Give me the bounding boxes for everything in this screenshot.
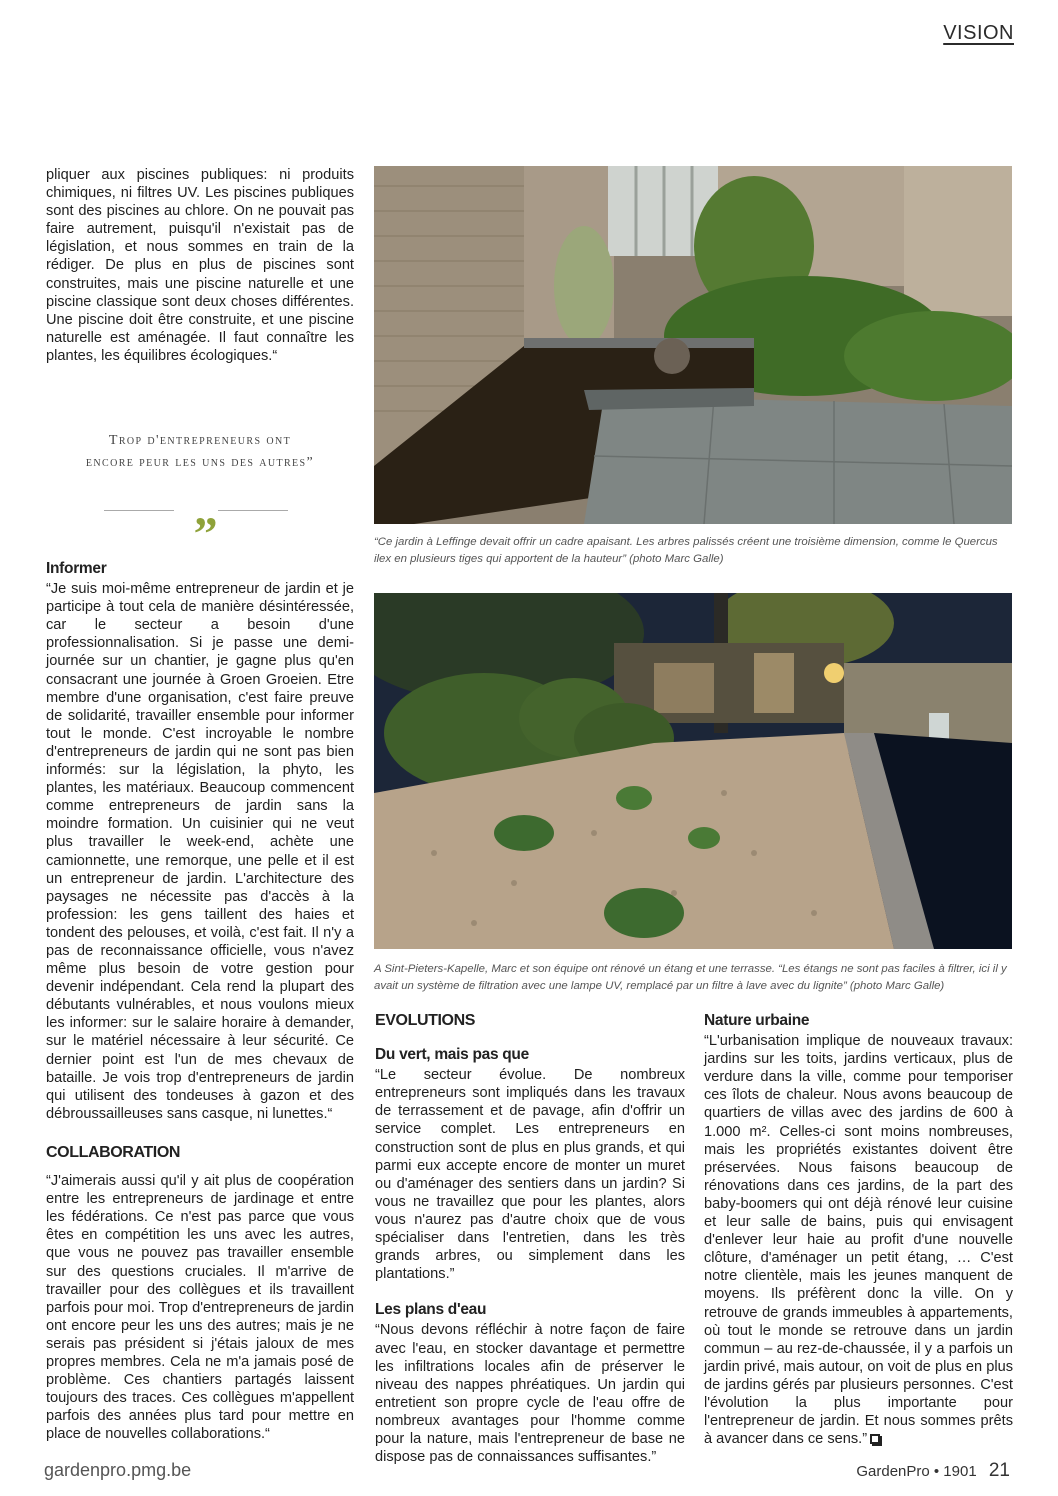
du-vert-text: “Le secteur évolue. De nombreux entrepreneurs sont impliqués dans les travaux de terrassement et de pavage, afin d'offrir un service complet. Les entrepreneurs en construction sont de plus en plus grands, et qui parmi eux accepte encore de monter un muret ou d'aménager des sentiers dans un jardin? Si vous ne travaillez que pour les plantes, alors vous n'aurez pas d'autre choix que de vous spécialiser dans l'entretien, dans les très grands arbres, ou simplement dans les plantations.”	[375, 1067, 685, 1283]
photo-sint-pieters-kapelle	[374, 593, 1012, 949]
photo-garden-leffinge	[374, 166, 1012, 524]
intro-text: pliquer aux piscines publiques: ni produits chimiques, ni filtres UV. Les piscines publiques sont des piscines au chlore. On ne pouvait pas faire autrement, puisqu'il n'existait pas de législation, et nous sommes en train de la rédiger. De plus en plus de piscines sont construites, mais une piscine naturelle et une piscine classique sont deux choses différentes. Une piscine doit être construite, et une piscine naturelle est aménagée. Il faut connaître les plantes, les équilibres écologiques.“	[46, 167, 354, 364]
end-of-article-icon	[870, 1434, 880, 1444]
divider-line-left	[104, 510, 174, 511]
magazine-issue: GardenPro • 1901	[856, 1463, 977, 1480]
collaboration-section	[46, 1144, 354, 1444]
nature-urbaine-text: “L'urbanisation implique de nouveaux travaux: jardins sur les toits, jardins verticaux, plus de verdure dans la ville, comme pour temporiser ces îlots de chaleur. Nous avons beaucoup de quartiers de villas avec des jardins de 600 à 1.000 m². Celles-ci sont moins nombreuses, mais les propriétés existantes doivent être préservées. Nous faisons beaucoup de rénovations dans ces jardins, de la part des baby-boomers qui ont déjà rénové leur cuisine et leur salle de bains, puis qui envisagent d'enlever leur haie au profit d'une nouvelle clôture, d'aménager un petit étang, … C'est notre clientèle, mais les jeunes manquent de moyens. Ils préfèrent donc la ville. On y retrouve de grands immeubles à appartements, où tout le monde se retrouve dans un jardin commun – au rez-de-chaussée, il y a parfois un jardin privé, mais autour, on voit de plus en plus de jardins gérés par plusieurs personnes. C'est l'évolution la plus importante pour l'entrepreneur de jardin. Et nous sommes prêts à avancer dans ce sens.”	[704, 1033, 1013, 1448]
quote-divider	[104, 483, 308, 536]
evolutions-heading: EVOLUTIONS	[375, 1012, 476, 1029]
footer-url[interactable]: gardenpro.pmg.be	[44, 1460, 192, 1480]
garden-pond-illustration	[374, 166, 1012, 524]
collaboration-text: “J'aimerais aussi qu'il y ait plus de coopération entre les entrepreneurs de jardinage et entre les fédérations. Ce n'est pas parce que vous êtes en compétition les uns avec les autres, que vous ne pouvez pas travailler ensemble sur des questions cruciales. Il m'arrive de travailler pour des collègues et ils travaillent parfois pour moi. Trop d'entrepreneurs de jardin ont encore peur les uns des autres; mais je ne serais pas président si j'étais jaloux de mes propres membres. Cela ne m'a jamais posé de problème. Ces chantiers partagés laissent toujours des traces. Ces collègues m'appellent parfois des années plus tard pour mettre en place de nouvelles collaborations.“	[46, 1173, 354, 1443]
pull-quote-line2: encore peur les uns des autres”	[85, 455, 315, 470]
night-garden-illustration	[374, 593, 1012, 949]
footer-folio	[856, 1460, 1010, 1482]
nature-urbaine-section	[704, 1012, 1013, 1448]
page-number: 21	[988, 1460, 1010, 1481]
collaboration-heading: COLLABORATION	[46, 1144, 181, 1161]
pull-quote	[46, 430, 354, 474]
du-vert-heading: Du vert, mais pas que	[375, 1046, 529, 1064]
plans-eau-heading: Les plans d'eau	[375, 1301, 487, 1319]
informer-heading: Informer	[46, 560, 107, 577]
photo2-caption: A Sint-Pieters-Kapelle, Marc et son équipe ont rénové un étang et une terrasse. “Les étangs ne sont pas faciles à filtrer, ici il y avait un système de filtration avec une lampe UV, remplacé par un filtre à lave avec du lignite” (photo Marc Galle)	[374, 963, 1007, 992]
informer-text: “Je suis moi-même entrepreneur de jardin et je participe à tout cela de manière désintéressée, car le secteur a besoin d'une professionnalisation. Si je passe une demi-journée sur un chantier, je gagne plus qu'en consacrant une journée à Groen Groeien. Etre membre d'une organisation, c'est faire preuve de solidarité, travailler ensemble pour informer tout le monde. C'est incroyable le nombre d'entrepreneurs de jardin qui ne sont pas bien informés: sur la législation, la phyto, les plantes, les matériaux. Beaucoup commencent comme entrepreneurs de jardin sans la moindre formation. Un cuisinier qui ne veut plus travailler le week-end, achète une camionnette, une remorque, une pelle et il est un entrepreneur de jardin. L'architecture des paysages ne nécessite pas d'accès à la profession: les gens taillent des haies et tondent des pelouses, et voilà, c'est fait. Il n'y a pas de reconnaissance officielle, vous n'avez même plus besoin de votre gestion pour devenir indépendant. Cela rend la plupart des débutants vulnérables, et nous voulons mieux les informer: sur le salaire horaire à demander, sur le matériel nécessaire à leur sécurité. Ce dernier point est l'un de mes chevaux de bataille. Je vois trop d'entrepreneurs de jardin qui utilisent des tondeuses à gazon et des débroussailleuses sans casque, ni lunettes.“	[46, 581, 354, 1122]
pull-quote-line1: Trop d'entrepreneurs ont	[108, 433, 292, 448]
divider-line-right	[218, 510, 288, 511]
plans-eau-text: “Nous devons réfléchir à notre façon de faire avec l'eau, en stocker davantage et permettre les infiltrations locales afin de préserver le niveau des nappes phréatiques. Un jardin qui entretient son propre cycle de l'eau offre de nombreux avantages pour l'homme comme pour la nature, mais l'entrepreneur de base ne dispose pas de connaissances suffisantes.”	[375, 1322, 685, 1466]
intro-paragraph	[46, 166, 354, 365]
photo1-caption: “Ce jardin à Leffinge devait offrir un cadre apaisant. Les arbres palissés créent une troisième dimension, comme le Quercus ilex en plusieurs tiges qui apportent de la hauteur” (photo Marc Galle)	[374, 536, 998, 565]
quote-mark-icon: „	[194, 483, 218, 536]
nature-urbaine-heading: Nature urbaine	[704, 1012, 810, 1029]
evolutions-section	[375, 1012, 685, 1466]
section-tag: VISION	[943, 22, 1014, 44]
informer-section	[46, 560, 354, 1123]
